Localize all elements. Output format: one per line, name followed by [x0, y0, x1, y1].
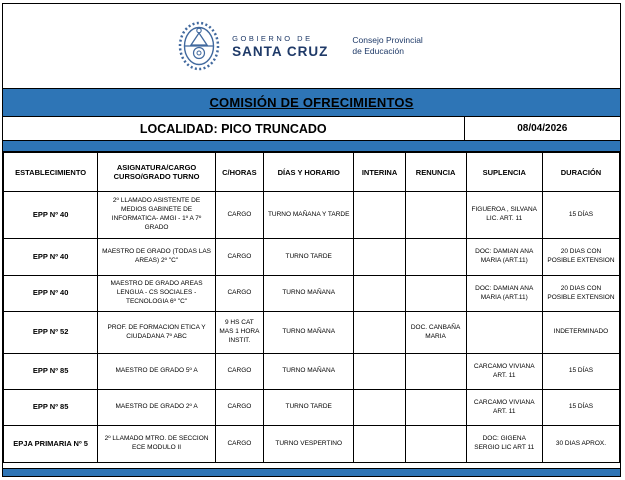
cell-interina — [354, 390, 405, 426]
document-header — [3, 4, 620, 88]
cell-duracion: 30 DIAS APROX. — [542, 426, 619, 463]
logo-group — [176, 19, 423, 73]
consejo-provincial-label — [352, 35, 422, 56]
cell-asignatura-cargo: PROF. DE FORMACION ETICA Y CIUDADANA 7º ABC — [98, 312, 216, 354]
table-row — [4, 354, 620, 390]
cell-asignatura-cargo: MAESTRO DE GRADO 5º A — [98, 354, 216, 390]
column-header-c-horas: C/HORAS — [215, 153, 263, 192]
cell-dias-y-horario: TURNO MAÑANA — [263, 276, 354, 312]
cell-interina — [354, 239, 405, 276]
column-header-renuncia: RENUNCIA — [405, 153, 466, 192]
document-sheet — [2, 3, 621, 477]
table-row — [4, 390, 620, 426]
table-body — [4, 192, 620, 463]
cell-c-horas: 9 HS CAT MAS 1 HORA INSTIT. — [215, 312, 263, 354]
table-header-row — [4, 153, 620, 192]
cell-suplencia — [466, 312, 542, 354]
cell-duracion: 15 DÍAS — [542, 192, 619, 239]
column-header-suplencia: SUPLENCIA — [466, 153, 542, 192]
column-header-interina: INTERINA — [354, 153, 405, 192]
cell-asignatura-cargo: MAESTRO DE GRADO (TODAS LAS AREAS) 2º "C" — [98, 239, 216, 276]
cell-renuncia — [405, 426, 466, 463]
cell-establecimiento: EPP Nº 52 — [4, 312, 98, 354]
cell-renuncia — [405, 354, 466, 390]
cell-interina — [354, 426, 405, 463]
consejo-line-2: de Educación — [352, 46, 404, 56]
cell-asignatura-cargo: MAESTRO DE GRADO 2º A — [98, 390, 216, 426]
cell-suplencia: DOC: DAMIAN ANA MARIA (ART.11) — [466, 276, 542, 312]
cell-establecimiento: EPP Nº 40 — [4, 239, 98, 276]
consejo-line-1: Consejo Provincial — [352, 35, 423, 46]
santa-cruz-coat-of-arms-icon — [176, 19, 222, 73]
cell-establecimiento: EPP Nº 85 — [4, 390, 98, 426]
cell-duracion: INDETERMINADO — [542, 312, 619, 354]
table-header — [4, 153, 620, 192]
cell-establecimiento: EPP Nº 40 — [4, 192, 98, 239]
cell-establecimiento: EPP Nº 40 — [4, 276, 98, 312]
cell-interina — [354, 192, 405, 239]
gobierno-de-label: GOBIERNO DE — [232, 33, 313, 43]
cell-interina — [354, 276, 405, 312]
cell-asignatura-cargo: MAESTRO DE GRADO AREAS LENGUA - CS SOCIALES - TECNOLOGIA 6º "C" — [98, 276, 216, 312]
santa-cruz-label: SANTA CRUZ — [232, 43, 329, 59]
cell-dias-y-horario: TURNO TARDE — [263, 390, 354, 426]
page-title: COMISIÓN DE OFRECIMIENTOS — [209, 95, 414, 110]
cell-suplencia: CARCAMO VIVIANA ART. 11 — [466, 354, 542, 390]
cell-dias-y-horario: TURNO MAÑANA Y TARDE — [263, 192, 354, 239]
locality-row — [3, 117, 620, 141]
cell-renuncia — [405, 276, 466, 312]
cell-c-horas: CARGO — [215, 354, 263, 390]
cell-dias-y-horario: TURNO MAÑANA — [263, 354, 354, 390]
title-band — [3, 88, 620, 117]
column-header-asignatura-cargo: ASIGNATURA/CARGO CURSO/GRADO TURNO — [98, 153, 216, 192]
cell-renuncia — [405, 239, 466, 276]
cell-dias-y-horario: TURNO VESPERTINO — [263, 426, 354, 463]
table-row — [4, 276, 620, 312]
cell-suplencia: DOC: GIGENA SERGIO LIC ART 11 — [466, 426, 542, 463]
cell-renuncia — [405, 390, 466, 426]
cell-asignatura-cargo: 2º LLAMADO ASISTENTE DE MEDIOS GABINETE DE INFORMATICA- AMGI - 1º A 7º GRADO — [98, 192, 216, 239]
cell-interina — [354, 312, 405, 354]
government-wordmark — [232, 34, 328, 59]
cell-interina — [354, 354, 405, 390]
table-row — [4, 239, 620, 276]
table-row — [4, 426, 620, 463]
cell-establecimiento: EPJA PRIMARIA Nº 5 — [4, 426, 98, 463]
cell-duracion: 15 DÍAS — [542, 354, 619, 390]
cell-suplencia: DOC: DAMIAN ANA MARIA (ART.11) — [466, 239, 542, 276]
cell-duracion: 15 DÍAS — [542, 390, 619, 426]
column-header-duracion: DURACIÓN — [542, 153, 619, 192]
locality-label: LOCALIDAD: PICO TRUNCADO — [3, 117, 465, 140]
cell-establecimiento: EPP Nº 85 — [4, 354, 98, 390]
cell-dias-y-horario: TURNO MAÑANA — [263, 312, 354, 354]
cell-c-horas: CARGO — [215, 239, 263, 276]
offers-table — [3, 152, 620, 463]
cell-c-horas: CARGO — [215, 192, 263, 239]
cell-duracion: 20 DIAS CON POSIBLE EXTENSION — [542, 276, 619, 312]
date-value: 08/04/2026 — [517, 123, 568, 134]
cell-c-horas: CARGO — [215, 426, 263, 463]
cell-suplencia: CARCAMO VIVIANA ART. 11 — [466, 390, 542, 426]
divider-strip-bottom — [3, 468, 620, 476]
cell-suplencia: FIGUEROA , SILVANA LIC. ART. 11 — [466, 192, 542, 239]
table-row — [4, 312, 620, 354]
column-header-establecimiento: ESTABLECIMIENTO — [4, 153, 98, 192]
table-row — [4, 192, 620, 239]
column-header-dias-y-horario: DÍAS Y HORARIO — [263, 153, 354, 192]
cell-renuncia — [405, 192, 466, 239]
divider-strip-top — [3, 141, 620, 152]
cell-c-horas: CARGO — [215, 276, 263, 312]
cell-asignatura-cargo: 2º LLAMADO MTRO. DE SECCION ECE MODULO II — [98, 426, 216, 463]
cell-dias-y-horario: TURNO TARDE — [263, 239, 354, 276]
cell-duracion: 20 DIAS CON POSIBLE EXTENSION — [542, 239, 619, 276]
cell-c-horas: CARGO — [215, 390, 263, 426]
cell-renuncia: DOC. CANBAÑA MARIA — [405, 312, 466, 354]
